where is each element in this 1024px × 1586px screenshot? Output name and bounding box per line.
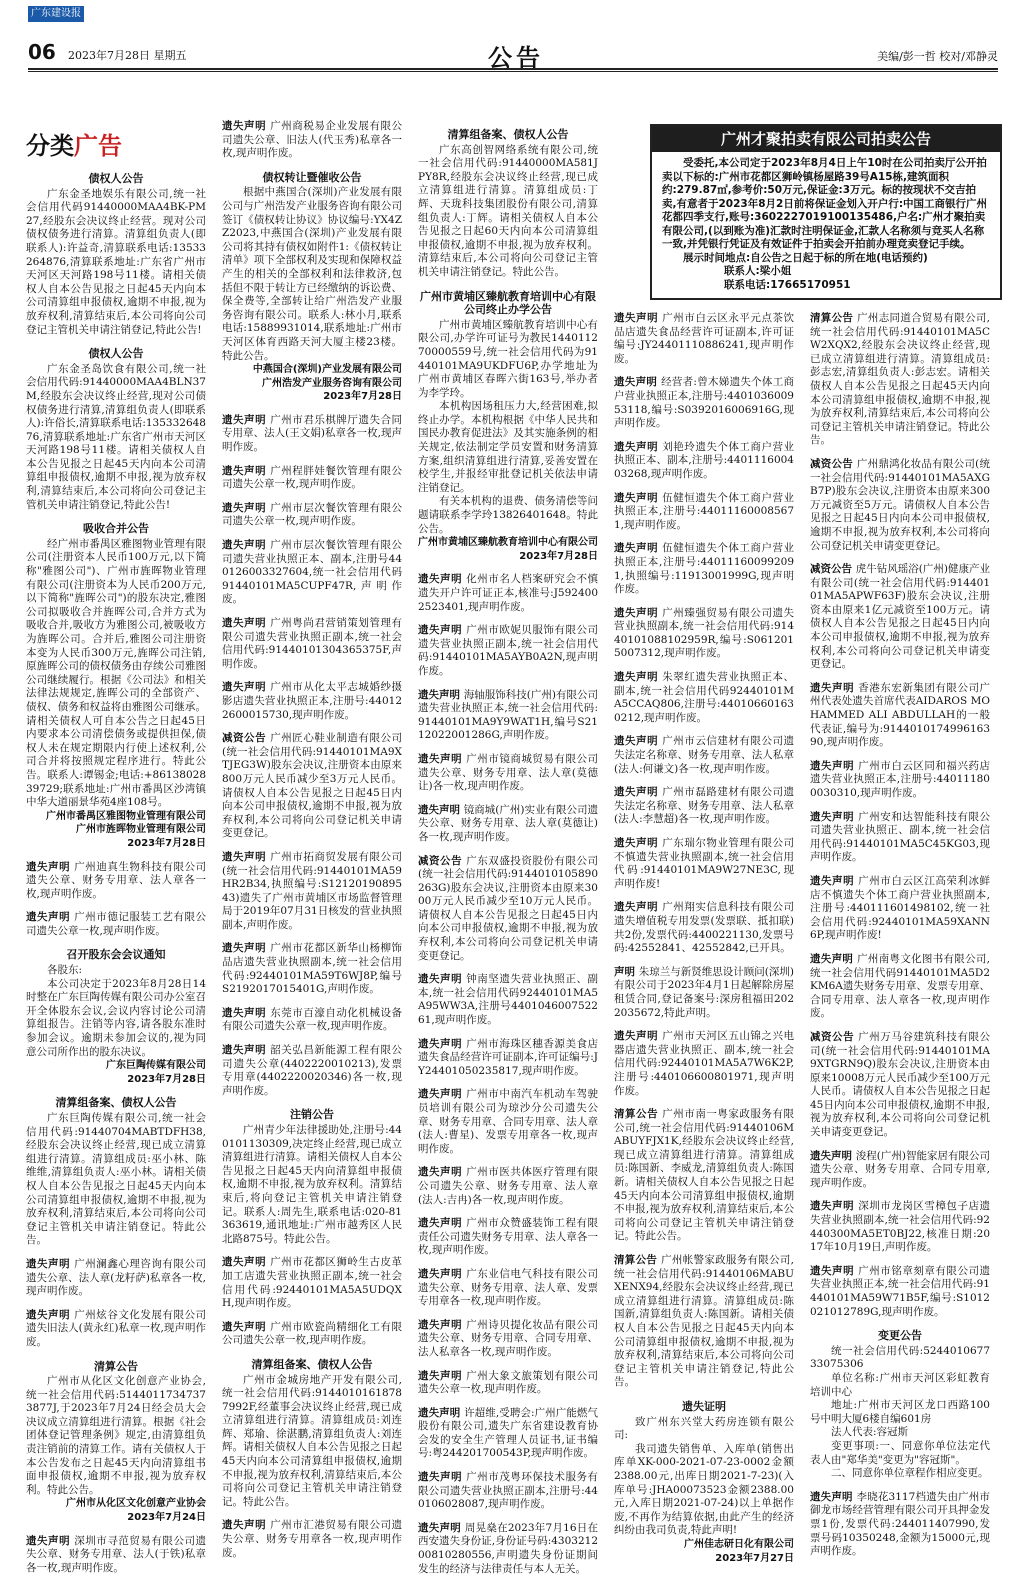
page-header	[28, 0, 998, 72]
notice-label: 声明	[614, 965, 639, 978]
notice-label: 遗失声明	[222, 942, 271, 955]
notice-body: 遗失声明 镜商城(广州)实业有限公司遗失公章、财务专用章、法人章(莫德让)各一枚,现声明作废。	[418, 803, 598, 843]
notice-body: 遗失声明 深圳市寻范贸易有限公司遗失公章、财务专用章、法人(于铁)私章各一枚,现声明作废。	[26, 1534, 207, 1574]
notice-item	[26, 1360, 206, 1525]
notice-label: 遗失声明	[26, 1308, 75, 1321]
notice-label: 遗失声明	[810, 1200, 859, 1213]
notice-title: 广州市黄埔区臻航教育培训中心有限公司终止办学公告	[420, 289, 596, 317]
notice-body: 遗失声明 广州市汇港贸易有限公司遗失公章、财务专用章各一枚,现声明作废。	[222, 1519, 403, 1559]
notice-body: 声明 朱琼兰与新贤维思设计顾问(深圳)有限公司于2023年4月1日起解除房屋租赁合同,登记备案号:深房租福田2022035672,特此声明。	[614, 965, 794, 1019]
notice-item	[418, 1268, 598, 1309]
notice-label: 清算公告	[614, 1254, 662, 1267]
notice-title: 清算组备案、债权人公告	[251, 1357, 373, 1371]
notice-signature: 2023年7月24日	[127, 1512, 206, 1524]
notice-body: 遗失声明 广州市茂粤环保技术服务有限公司遗失营业执照正副本,注册号:440106028087,现声明作废。	[418, 1471, 599, 1511]
notice-label: 遗失声明	[810, 1149, 856, 1162]
notice-item	[810, 312, 990, 448]
notice-item	[222, 1519, 402, 1560]
notice-signature: 广州市黄埔区臻航教育培训中心有限公司	[418, 537, 598, 549]
notice-label: 遗失声明	[26, 911, 75, 924]
notice-body: 清算公告 广州帐警家政服务有限公司,统一社会信用代码:91440106MABUXENX94,经股东会决议终止经营,现已成立清算组进行清算。清算组成员:陈国新,清算组负责人:陈国新。请相关债权人自本公告见报之日起45天内向本公司清算组申报债权,逾期不申报,视为放弃权利,清算结束后,本公司将向公司登记主管机关申请注销登记,特此公告。	[614, 1254, 795, 1389]
notice-body: 遗失声明 伍健恒遗失个体工商户营业执照正本,注册号:440111600085671,现声明作废。	[614, 491, 795, 531]
notice-label: 遗失声明	[222, 1044, 271, 1057]
notice-body: 遗失声明 广州市拓商贸发展有限公司(统一社会信用代码:91440101MA59HR2B34,执照编号:S1212019089543)遗失了广州市黄埔区市场监督管理局于2019年07月31日核发的营业执照副本,声明作废。	[222, 850, 403, 931]
notice-body: 遗失声明 广州市花都区新华山杨柳饰品店遗失营业执照副本,统一社会信用代码:92440101MA59T6WJ8P,编号S2192017015401G,声明作废。	[222, 942, 403, 996]
notice-item	[614, 1030, 794, 1098]
notice-item	[26, 172, 206, 337]
notice-body: 遗失声明 广州市欧瓷尚精细化工有限公司遗失公章一枚,现声明作废。	[222, 1320, 403, 1347]
notice-signature: 2023年7月28日	[127, 1073, 206, 1085]
notice-item	[614, 786, 794, 827]
notice-signature: 2023年7月28日	[323, 391, 402, 403]
notice-item	[222, 1358, 402, 1510]
notice-label: 减资公告	[222, 732, 271, 745]
notice-label: 清算公告	[810, 312, 858, 324]
notice-item	[222, 465, 402, 492]
notice-item	[222, 414, 402, 455]
notice-body: 遗失声明 许超维,受聘会:广州广能燃气股份有限公司,遗失广东省建设教育协会发的安全生产管理人员证书,证书编号:粤244201700543P,现声明作废。	[418, 1406, 599, 1460]
notice-label: 遗失声明	[614, 376, 662, 389]
notice-item	[810, 1265, 990, 1319]
notice-label: 遗失声明	[614, 312, 663, 324]
notice-item	[222, 732, 402, 841]
notice-item	[614, 671, 794, 725]
notice-body: 遗失声明 广州诗贝提化妆品有限公司遗失公章、财务专用章、合同专用章、法人私章各一枚,现声明作废。	[418, 1318, 599, 1358]
notice-body: 法人代表:容冠斯	[831, 1426, 909, 1439]
notice-item	[810, 1031, 990, 1140]
notice-label: 遗失声明	[222, 681, 271, 694]
notice-label: 遗失声明	[810, 681, 859, 694]
notice-signature: 广州浩发产业服务咨询有限公司	[262, 377, 402, 389]
notice-label: 遗失声明	[810, 1490, 857, 1503]
notice-item	[418, 1471, 598, 1512]
notice-item	[614, 1254, 794, 1390]
header-rule-thin	[28, 71, 998, 72]
notice-body: 遗失声明 广州程胖娃餐饮管理有限公司遗失公章一枚,现声明作废。	[222, 464, 403, 491]
notice-item	[614, 312, 794, 366]
notice-label: 遗失声明	[26, 1534, 75, 1547]
notice-item	[810, 1150, 990, 1191]
notice-item	[810, 1491, 990, 1559]
notice-body: 遗失声明 广州翔实信息科技有限公司遗失增值税专用发票(发票联、抵扣联)共2份,发票代码:4400221130,发票号码:42552841、42552842,已开具。	[614, 901, 795, 955]
column-2	[222, 120, 402, 1570]
notice-label: 遗失声明	[222, 501, 271, 514]
header-rule	[28, 68, 998, 70]
notice-label: 遗失声明	[222, 413, 271, 426]
notice-item	[222, 1256, 402, 1310]
notice-label: 遗失声明	[418, 1267, 467, 1280]
notice-label: 遗失声明	[418, 1318, 467, 1331]
notice-label: 遗失声明	[810, 952, 858, 965]
notice-body: 广州市黄埔区臻航教育培训中心有限公司,办学许可证号为教民144011270000559号,统一社会信用代码为91440101MA9UKDFU6P,办学地址为广州市黄埔区春晖六街163号,举办者为李学玲。	[418, 318, 598, 399]
notice-item	[614, 735, 794, 776]
notice-body: 广州市金城房地产开发有限公司,统一社会信用代码:91440101618787992F,经董事会决议终止经营,现已成立清算组进行清算。清算组成员:刘连辉、郑瑜、徐湛鹏,清算组负责人:刘连辉。请相关债权人自本公告见报之日起45天内向本公司清算组申报债权,逾期不申报,视为放弃权利,清算结束后,本公司将向公司登记主管机关申请注销登记。特此公告。	[222, 1373, 402, 1508]
notice-body: 广东高创智网络系统有限公司,统一社会信用代码:91440000MA581JPY8R,经股东会决议终止经营,现已成立清算组进行清算。清算组成员:丁辉、天珑科技集团股份有限公司,清算组负责人:丁辉。请相关债权人自本公告见报之日起60天内向本公司清算组申报债权,逾期不申报,视为放弃权利。清算结束后,本公司将向公司登记主管机关申请注销登记。特此公告。	[418, 143, 598, 278]
notice-item	[614, 966, 794, 1020]
notice-label: 遗失声明	[222, 539, 271, 552]
notice-body: 遗失声明 广州澜鑫心理咨询有限公司遗失公章、法人章(龙籽萨)私章各一枚,现声明作废。	[26, 1257, 207, 1298]
notice-body: 遗失声明 广州市层次餐饮管理有限公司遗失营业执照正本、副本,注册号440126003327604,统一社会信用代码91440101MA5CUPF47R,声明作废。	[222, 539, 403, 606]
notice-body: 遗失声明 广州市从化太平志城婚纱摄影店遗失营业执照正本,注册号:440122600015730,现声明作废。	[222, 681, 403, 721]
notice-title: 召开股东会会议通知	[66, 948, 166, 962]
notice-item	[26, 1309, 206, 1350]
notice-item	[418, 624, 598, 678]
notice-signature: 广州市从化区文化创意产业协会	[66, 1498, 206, 1510]
notice-item	[26, 522, 206, 850]
notice-body: 本公司决定于2023年8月28日14时整在广东巨陶传媒有限公司办公室召开全体股东会议,会议内容讨论公司清算组报告。注销等内容,请各股东准时参加会议。逾期未参加会议的,视为同意公司所作出的股东决议。	[26, 977, 206, 1058]
notice-body: 我司遗失销售单、入库单(销售出库单XK-000-2021-07-23-0002金额2388.00元,出库日期2021-7-23)(入库单号:JHA00073523金额2388.00元,入库日期2021-07-24)以上单据作废,不再作为结算依据,由此产生的经济纠纷由我司负责,特此声明!	[614, 1442, 794, 1537]
notice-label: 遗失声明	[222, 1256, 271, 1269]
notice-body: 遗失声明 广州市层次餐饮管理有限公司遗失公章一枚,现声明作废。	[222, 501, 403, 528]
notice-item	[26, 1535, 206, 1576]
notice-item	[222, 1108, 402, 1246]
notice-label: 遗失声明	[614, 542, 663, 555]
notice-label: 遗失声明	[614, 786, 663, 799]
auction-contact-phone: 联系电话:17665170951	[724, 278, 851, 291]
newspaper-logo: 广东建设报	[28, 6, 84, 22]
notice-item	[418, 1038, 598, 1079]
notice-item	[810, 875, 990, 943]
notice-body: 遗失声明 朱翠红遗失营业执照正本、副本,统一社会信用代码92440101MA5CCAQ806,注册号:440106601630212,现声明作废。	[614, 671, 795, 724]
notice-item	[614, 542, 794, 596]
notice-label: 减资公告	[810, 563, 856, 576]
notice-label: 遗失声明	[222, 850, 271, 863]
notice-body: 清算公告 广州市南一粤家政服务有限公司,统一社会信用代码:91440106MABUYFJX1K,经股东会决议终止经营,现已成立清算组进行清算。清算组成员:陈国新、李威龙,清算组负责人:陈国新。请相关债权人自本公告见报之日起45天内向本公司清算组申报债权,逾期不申报,视为放弃权利,清算结束后,本公司将向公司登记主管机关申请注销登记。特此公告。	[614, 1108, 795, 1243]
notice-body: 遗失声明 广州市天河区五山锦之兴电器店遗失营业执照正、副本,统一社会信用代码:92440101MA5A7W6K2P,注册号:440106600801971,现声明作废。	[614, 1030, 795, 1097]
notice-body: 遗失声明 广州市花都区狮岭生古皮革加工店遗失营业执照正副本,统一社会信用代码:92440101MA5A5UDQXH,现声明作废。	[222, 1256, 403, 1310]
notice-item	[222, 539, 402, 607]
notice-label: 遗失声明	[418, 1037, 467, 1050]
notice-label: 遗失声明	[26, 1257, 75, 1270]
notice-body: 经广州市番禺区雅图物业管理有限公司(注册资本人民币100万元,以下简称"雅图公司")、广州市旌晖物业管理有限公司(注册资本为人民币200万元,以下简称"旌晖公司")的股东决定,雅图公司拟吸收合并旌晖公司,合并方式为吸收合并,吸收方为雅图公司,被吸收方为旌晖公司。合并后,雅图公司注册资本变为人民币300万元,旌晖公司注销,原旌晖公司的债权债务由存续公司雅图公司继续履行。根据《公司法》和相关法律法规规定,旌晖公司的全部资产、债权、债务和权益将由雅图公司继承。请相关债权人可自本公告之日起45日内要求本公司清偿债务或提供担保,债权人未在规定期限内行使上述权利,公司合并将按照规定程序进行。特此公告。联系人:谭锡金;电话:+8613802839729;联系地址:广州市番禺区沙湾镇中华大道丽景华苑4座108号。	[26, 537, 206, 809]
notice-signature: 中燕国合(深圳)产业发展有限公司	[252, 364, 402, 376]
notice-body: 减资公告 广州鼎鸿化妆品有限公司(统一社会信用代码:91440101MA5AXGB7P)股东会决议,注册资本由原来300万元减资至5万元。请债权人自本公告见报之日起45日内向本公司申报债权,逾期不申报,视为放弃权利,本公司将向公司登记机关申请变更登记。	[810, 457, 990, 552]
notice-label: 遗失声明	[222, 120, 271, 132]
notice-body: 遗失声明 广州市众赞盛装饰工程有限责任公司遗失财务专用章、法人章各一枚,现声明作废。	[418, 1217, 599, 1257]
notice-item	[418, 1088, 598, 1156]
notice-item	[418, 128, 598, 280]
notice-body: 根据中燕国合(深圳)产业发展有限公司与广州浩发产业服务咨询有限公司签订《债权转让协议》协议编号:YX4ZZ2023,中燕国合(深圳)产业发展有限公司将其持有债权如附件1:《债权转让清单》项下全部权利及实现和保障权益产生的相关的全部权利和法律救济,包括但不限于转让方已经缴纳的诉讼费、保全费等,全部转让给广州浩发产业服务咨询有限公司。联系人:林小月,联系电话:15889931014,联系地址:广州市天河区体育西路天河大厦主楼23楼。特此公告。	[222, 186, 402, 362]
heading-part-a: 分类	[26, 132, 74, 160]
notice-item	[222, 1321, 402, 1348]
notice-label: 遗失声明	[222, 1006, 271, 1019]
notice-body: 遗失声明 广东业信电气科技有限公司遗失公章、财务专用章、法人章、发票专用章各一枚,现声明作废。	[418, 1267, 599, 1308]
auction-text: 受委托,本公司定于2023年8月4日上午10时在公司拍卖厅公开拍卖以下标的:广州市花都区狮岭镇杨屋路39号A15栋,建筑面积约:279.87㎡,参考价:50万元,保证金:3万元。标的按现状不交吉拍卖,有意者于2023年8月2日前将保证金划入开户行:中国工商银行广州花都四季支行,账号:3602227019100135486,户名:广州才聚拍卖有限公司,(以到账为准)汇款时注明保证金,汇款人名称须与竞买人名称一致,并凭银行凭证及有效证件于拍卖会开拍前办理竞卖登记手续。	[662, 157, 988, 250]
notice-item	[222, 851, 402, 933]
notice-label: 遗失声明	[418, 1369, 467, 1382]
notice-body: 广东金圣岛饮食有限公司,统一社会信用代码:91440000MAA4BLN37M,经股东会决议终止经营,现对公司债权债务进行清算,清算组负责人(即联系人):许俗长,清算联系电话:13533264876,清算联系地址:广东省广州市天河区天河路198号11楼。请相关债权人自本公告见报之日起45天内向本公司清算组申报债权,逾期不申报,视为放弃权利,清算结束后,本公司将向公司登记主管机关申请注销登记,特此公告!	[26, 362, 206, 511]
notice-title: 债权人公告	[88, 347, 144, 361]
notice-body: 遗失声明 广州南粤文化图书有限公司,统一社会信用代码91440101MA5D2KM6A遗失财务专用章、发票专用章、合同专用章、法人章各一枚,现声明作废。	[810, 952, 991, 1020]
notice-item	[418, 804, 598, 845]
auction-notice-box	[650, 124, 1002, 300]
notice-body: 遗失声明 刘艳玲遗失个体工商户营业执照正本、副本,注册号:440111600403268,现声明作废。	[614, 440, 795, 480]
notice-signature: 广州市番禺区雅图物业管理有限公司	[46, 810, 206, 822]
notice-item	[222, 1044, 402, 1098]
notice-item	[222, 171, 402, 404]
notice-body: 遗失声明 广州大象文旅策划有限公司遗失公章一枚,现声明作废。	[418, 1369, 599, 1396]
notice-item	[418, 1217, 598, 1258]
notice-item	[222, 1007, 402, 1034]
notice-body: 减资公告 广州万马谷建筑科技有限公司(统一社会信用代码:91440101MA9XTGRN9Q)股东会决议,注册资本由原来10008万元人民币减少至100万元人民币。请债权人自本公告见报之日起45日内向本公司申报债权,逾期不申报,视为放弃权利,本公司将向公司登记机关申请变更登记。	[810, 1030, 991, 1139]
notice-item	[614, 901, 794, 955]
notice-body: 遗失声明 化州市名人档案研究会不慎遗失开户许可证正本,核准号:J5924002523401,现声明作废。	[418, 573, 599, 613]
notice-body: 遗失声明 广州市海珠区穗香源美食店遗失食品经营许可证副本,许可证编号:JY24401050235817,现声明作废。	[418, 1037, 599, 1077]
notice-body: 清算公告 广州志同道合贸易有限公司,统一社会信用代码:91440101MA5CW2XQX2,经股东会决议终止经营,现已成立清算组进行清算。清算组成员:彭志宏,清算组负责人:彭志宏。请相关债权人自本公告见报之日起45天内向本公司清算组申报债权,逾期不申报,视为放弃权利,清算结束后,本公司将向公司登记主管机关申请注销登记。特此公告。	[810, 312, 991, 447]
notice-item	[810, 760, 990, 801]
notice-body: 广州市从化区文化创意产业协会,统一社会信用代码:51440117347373877J,于2023年7月24日经会员大会决议成立清算组进行清算。根据《社会团体登记管理条例》规定,由清算组负责注销前的清算工作。请有关债权人于本公告发布之日起45天内向清算组书面申报债权,逾期不申报,视为放弃权利。特此公告。	[26, 1375, 206, 1496]
notice-body: 本机构因场租压力大,经营困难,拟终止办学。本机构根据《中华人民共和国民办教育促进法》及其实施条例的相关规定,依法制定学员安置和财务清算方案,组织清算组进行清算,妥善安置在校学生,并报经审批登记机关依法申请注销登记。	[418, 400, 598, 494]
notice-item	[418, 290, 598, 564]
notice-item	[222, 942, 402, 996]
notice-label: 遗失声明	[614, 837, 663, 849]
notice-item	[418, 689, 598, 743]
notice-label: 减资公告	[810, 457, 857, 470]
auction-viewing: 展示时间地点:自公告之日起于标的所在地(电话预约)	[683, 251, 928, 264]
notice-body: 遗失声明 经营者:曾木娣遗失个体工商户营业执照正本,注册号:440103600953118,编号:S0392016006916G,现声明作废。	[614, 376, 795, 430]
notice-label: 遗失声明	[418, 752, 467, 765]
notice-item	[418, 1407, 598, 1461]
notice-item	[810, 811, 990, 865]
notice-item	[222, 617, 402, 671]
auction-contact-name: 联系人:梁小姐	[724, 265, 792, 277]
notice-label: 遗失声明	[418, 803, 464, 816]
notice-item	[418, 1370, 598, 1397]
notice-item	[614, 441, 794, 482]
notice-title: 债权转让暨催收公告	[262, 170, 362, 184]
notice-item	[26, 1258, 206, 1299]
notice-body: 遗失声明 东莞市百濠自动化机械设备有限公司遗失公章一枚,现声明作废。	[222, 1006, 403, 1033]
notice-body: 遗失声明 海轴服饰科技(广州)有限公司遗失营业执照正本,统一社会信用代码:91440101MA9Y9WAT1H,编号S2112022001286G,声明作废。	[418, 688, 598, 742]
notice-label: 遗失声明	[614, 606, 663, 619]
notice-item	[222, 120, 402, 161]
notice-body: 遗失声明 广州市欧妮贝服饰有限公司遗失营业执照正副本,统一社会信用代码:91440101MA5AYB0A2N,现声明作废。	[418, 624, 599, 677]
notice-signature: 广州佳志研日化有限公司	[684, 1538, 794, 1550]
notice-body: 遗失声明 浚程(广州)智能家居有限公司遗失公章、财务专用章、合同专用章,现声明作废。	[810, 1149, 990, 1189]
notice-item	[222, 502, 402, 529]
notice-label: 遗失声明	[614, 1030, 663, 1043]
notice-body: 统一社会信用代码:524401067733075306	[810, 1344, 990, 1371]
notice-body: 遗失声明 广东瑞尔物业管理有限公司不慎遗失营业执照副本,统一社会信用代码:91440101MA9W27NE3C,现声明作废!	[614, 837, 795, 890]
notice-item	[418, 1319, 598, 1360]
column-5	[810, 312, 990, 1569]
notice-body: 广东巨陶传媒有限公司,统一社会信用代码:91440704MABTDFH38,经股东会决议终止经营,现已成立清算组进行清算。清算组成员:巫小林、陈维维,清算组负责人:巫小林。请相关债权人自本公告见报之日起45天内向本公司清算组申报债权,逾期不申报,视为放弃权利,清算结束后,本公司将向公司登记主管机关申请注销登记。特此公告。	[26, 1112, 206, 1247]
notice-body: 遗失声明 广州炫谷文化发展有限公司遗失旧法人(黄永红)私章一枚,现声明作废。	[26, 1308, 207, 1348]
notice-body: 遗失声明 广州安和达智能科技有限公司遗失营业执照正、副本,统一社会信用代码:91440101MA5C45KG03,现声明作废。	[810, 810, 991, 864]
notice-body: 遗失声明 广州迪真生物科技有限公司遗失公章、财务专用章、法人章各一枚,现声明作废。	[26, 860, 207, 900]
notice-body: 致广州东兴堂大药房连锁有限公司:	[614, 1415, 794, 1442]
notice-body: 有关本机构的退费、债务清偿等问题请联系李学玲13826401648。特此公告。	[418, 495, 598, 535]
notice-body: 遗失声明 广州商税易企业发展有限公司遗失公章、旧法人(代玉秀)私章各一枚,现声明作废。	[222, 120, 403, 160]
notice-body: 变更事项:一、同意你单位法定代表人由"郑华美"变更为"容冠斯"。	[810, 1439, 990, 1466]
notice-item	[418, 1522, 598, 1576]
notice-label: 遗失声明	[222, 1519, 271, 1532]
issue-date: 2023年7月28日 星期五	[68, 49, 187, 62]
notice-body: 遗失声明 广州市磊路建材有限公司遗失法定名称章、财务专用章、法人私章(法人:李慧超)各一枚,现声明作废。	[614, 786, 795, 826]
notice-title: 清算公告	[94, 1359, 138, 1373]
notice-item	[26, 948, 206, 1086]
notice-body: 二、同意你单位章程作相应变更。	[831, 1467, 989, 1480]
notice-label: 遗失声明	[418, 1521, 465, 1534]
notice-body: 广州青少年法律援助处,注册号:440101130309,决定终止经营,现已成立清算组进行清算。请相关债权人自本公告见报之日起45天内向清算组申报债权,逾期不申报,视为放弃权利。清算结束后,将向登记主管机关申请注销登记。联系人:周先生,联系电话:020-81363619,通讯地址:广州市越秀区人民北路875号。特此公告。	[222, 1124, 402, 1245]
notice-item	[810, 1200, 990, 1254]
notice-title: 遗失证明	[682, 1399, 726, 1413]
notice-item	[810, 1329, 990, 1481]
notice-signature: 2023年7月28日	[519, 550, 598, 562]
notice-item	[810, 682, 990, 750]
notice-title: 清算组备案、债权人公告	[55, 1096, 177, 1110]
notice-label: 遗失声明	[418, 688, 464, 701]
notice-label: 遗失声明	[222, 1320, 271, 1333]
notice-label: 遗失声明	[222, 464, 271, 477]
notice-item	[26, 1096, 206, 1248]
notice-item	[26, 911, 206, 938]
notice-label: 遗失声明	[418, 624, 467, 637]
notice-signature: 2023年7月27日	[715, 1552, 794, 1564]
notice-body: 遗失声明 广州市白云区江高荣利冰鲜店不慎遗失个体工商户营业执照副本,注册号:440111601498102,统一社会信用代码:92440101MA59XANN6P,现声明作废!	[810, 874, 991, 942]
notice-signature: 广东巨陶传媒有限公司	[106, 1060, 206, 1072]
notice-label: 遗失声明	[614, 735, 663, 748]
section-title: 公告	[488, 44, 544, 72]
notice-body: 遗失声明 广州市德记服装工艺有限公司遗失公章一枚,现声明作废。	[26, 911, 207, 937]
notice-body: 遗失声明 韶关弘昌新能源工程有限公司遗失公章(4402220010213),发票专用章(4402220020346)各一枚,现声明作废。	[222, 1044, 403, 1097]
notice-item	[418, 573, 598, 614]
notice-item	[614, 376, 794, 430]
notice-label: 遗失声明	[418, 1406, 465, 1419]
notice-item	[810, 563, 990, 672]
column-3	[418, 128, 598, 1586]
notice-label: 遗失声明	[614, 671, 663, 684]
notice-body: 各股东:	[47, 964, 83, 977]
page-number: 06	[28, 40, 56, 64]
notice-label: 遗失声明	[810, 874, 859, 887]
notice-label: 遗失声明	[26, 860, 75, 873]
notice-label: 遗失声明	[418, 573, 467, 586]
notice-label: 遗失声明	[418, 1166, 467, 1179]
notice-label: 遗失声明	[810, 1264, 859, 1277]
notice-label: 遗失声明	[418, 1088, 467, 1101]
notice-label: 遗失声明	[614, 440, 663, 453]
notice-item	[418, 1166, 598, 1207]
notice-body: 遗失声明 广州市君乐棋牌厅遗失合同专用章、法人(王文娟)私章各一枚,现声明作废。	[222, 413, 403, 454]
notice-body: 遗失声明 广州市铭章刻章有限公司遗失营业执照正本,统一社会信用代码:91440101MA59W71B5F,编号:S1012021012789G,现声明作废。	[810, 1264, 991, 1318]
notice-title: 清算组备案、债权人公告	[447, 128, 569, 141]
notice-signature: 广州市旌晖物业管理有限公司	[76, 824, 206, 836]
notice-title: 变更公告	[878, 1329, 922, 1343]
notice-signature: 2023年7月28日	[127, 837, 206, 849]
notice-body: 遗失声明 广州市医共体医疗管理有限公司遗失公章、财务专用章、法人章(法人:吉冉)各一枚,现声明作废。	[418, 1166, 599, 1206]
classified-ads-heading	[26, 126, 122, 161]
notice-body: 遗失声明 香港东宏新集团有限公司广州代表处遗失首席代表AIDAROS MOHAMMED ALI ABDULLAH的一般代表证,编号为:914401017499616390,现声明作废。	[810, 681, 991, 749]
notice-label: 清算公告	[614, 1108, 663, 1121]
notice-body: 遗失声明 广州市白云区永平元点茶饮品店遗失食品经营许可证副本,许可证编号:JY24401110886241,现声明作废。	[614, 312, 795, 365]
column-4	[614, 312, 794, 1575]
notice-item	[810, 458, 990, 553]
notice-body: 遗失声明 广州市云信建材有限公司遗失法定名称章、财务专用章、法人私章(法人:何谦文)各一枚,现声明作废。	[614, 735, 795, 775]
notice-item	[418, 753, 598, 794]
auction-title: 广州才聚拍卖有限公司拍卖公告	[652, 126, 1000, 152]
notice-item	[614, 607, 794, 661]
notice-body: 减资公告 虎牛钻风瑶浴(广州)健康产业有限公司(统一社会信用代码:91440101MA5APWF63F)股东会决议,注册资本由原来1亿元减资至100万元。请债权人自本公告见报之日起45日内向本公司申报债权,逾期不申报,视为放弃权利,本公司将向公司登记机关申请变更登记。	[810, 563, 990, 671]
notice-body: 遗失声明 李晓花3117档遗失由广州市御龙市场经营管理有限公司开具押金发票1份,发票代码:244011407990,发票号码10350248,金额为15000元,现声明作废。	[810, 1490, 990, 1558]
heading-part-b: 广告	[74, 132, 122, 160]
notice-body: 单位名称:广州市天河区彩虹教育培训中心	[810, 1371, 990, 1398]
notice-body: 遗失声明 广州市中南汽车机动车驾驶员培训有限公司为琼沙分公司遗失公章、财务专用章、合同专用章、法人章(法人:曹星)、发票专用章各一枚,现声明作废。	[418, 1088, 599, 1155]
notice-item	[418, 973, 598, 1027]
notice-item	[614, 837, 794, 891]
notice-item	[26, 861, 206, 902]
notice-title: 债权人公告	[88, 172, 144, 185]
notice-body: 减资公告 广东双盛投资股份有限公司(统一社会信用代码:9144010105890263G)股东会决议,注册资本由原来3000万元人民币减少至10万元人民币。请债权人自本公告见报之日起45日内向本公司申报债权,逾期不申报,视为放弃权利,本公司将向公司登记机关申请变更登记。	[418, 854, 599, 962]
editor-credits: 美编/彭一哲 校对/邓静灵	[877, 50, 998, 63]
notice-body: 遗失声明 钟南坚遗失营业执照正、副本,统一社会信用代码92440101MA5A95WW3A,注册号440104600752261,现声明作废。	[418, 973, 599, 1027]
notice-body: 遗失声明 深圳市龙岗区雪樟包子店遗失营业执照副本,统一社会信用代码:92440300MA5ET0BJ22,核准日期:2017年10月19日,声明作废。	[810, 1200, 991, 1254]
notice-body: 遗失声明 广州市白云区同和福兴药店遗失营业执照正本,注册号:440111800030310,现声明作废。	[810, 759, 991, 799]
notice-label: 遗失声明	[614, 901, 663, 914]
notice-item	[222, 681, 402, 722]
notice-body: 减资公告 广州匠心鞋业制造有限公司(统一社会信用代码:91440101MA9XTJEG3W)股东会决议,注册资本由原来800万元人民币减少至3万元人民币。请债权人自本公告见报之日起45日内向本公司申报债权,逾期不申报,视为放弃权利,本公司将向公司登记机关申请变更登记。	[222, 732, 403, 840]
notice-label: 遗失声明	[418, 1217, 467, 1230]
notice-body: 遗失声明 伍健恒遗失个体工商户营业执照正本,注册号:440111600992091,执照编号:11913001999G,现声明作废。	[614, 542, 795, 596]
notice-item	[614, 492, 794, 533]
notice-body: 地址:广州市天河区龙口西路100号中明大厦6楼自编601房	[810, 1399, 990, 1425]
notice-label: 减资公告	[810, 1030, 859, 1043]
notice-item	[26, 347, 206, 512]
notice-title: 注销公告	[290, 1108, 334, 1122]
notice-body: 遗失声明 周晃燊在2023年7月16日在西安遗失身份证,身份证号码:430321200810280556,声明遗失身份证期间发生的经济与法律责任与本人无关。	[418, 1521, 599, 1575]
auction-body	[652, 152, 1000, 297]
notice-label: 遗失声明	[418, 973, 467, 986]
notice-label: 减资公告	[418, 854, 467, 867]
notice-item	[418, 855, 598, 964]
notice-label: 遗失声明	[418, 1471, 467, 1484]
column-1	[26, 172, 206, 1585]
notice-item	[614, 1400, 794, 1565]
notice-item	[810, 953, 990, 1021]
notice-label: 遗失声明	[614, 491, 663, 504]
notice-label: 遗失声明	[810, 759, 859, 772]
notice-title: 吸收合并公告	[83, 522, 149, 536]
notice-body: 遗失声明 广州臻强贸易有限公司遗失营业执照副本,统一社会信用代码:91440101088102959R,编号:S0612015007312,现声明作废。	[614, 606, 795, 660]
notice-label: 遗失声明	[222, 617, 271, 629]
notice-label: 遗失声明	[810, 810, 859, 823]
notice-body: 遗失声明 广州粤尚君营销策划管理有限公司遗失营业执照正副本,统一社会信用代码:91440101304365375F,声明作废。	[222, 617, 403, 670]
notice-body: 遗失声明 广州市镜商城贸易有限公司遗失公章、财务专用章、法人章(莫德让)各一枚,现声明作废。	[418, 752, 599, 793]
notice-item	[614, 1108, 794, 1244]
notice-body: 广东金圣地娱乐有限公司,统一社会信用代码91440000MAA4BK-PM27,经股东会决议终止经营。现对公司债权债务进行清算。清算组负责人(即联系人):许益奇,清算联系电话:13533264876,清算联系地址:广东省广州市天河区天河路198号11楼。请相关债权人自本公告见报之日起45天内向本公司清算组申报债权,逾期不申报,视为放弃权利,清算结束后,本公司将向公司登记主管机关申请注销登记,特此公告!	[26, 187, 206, 336]
